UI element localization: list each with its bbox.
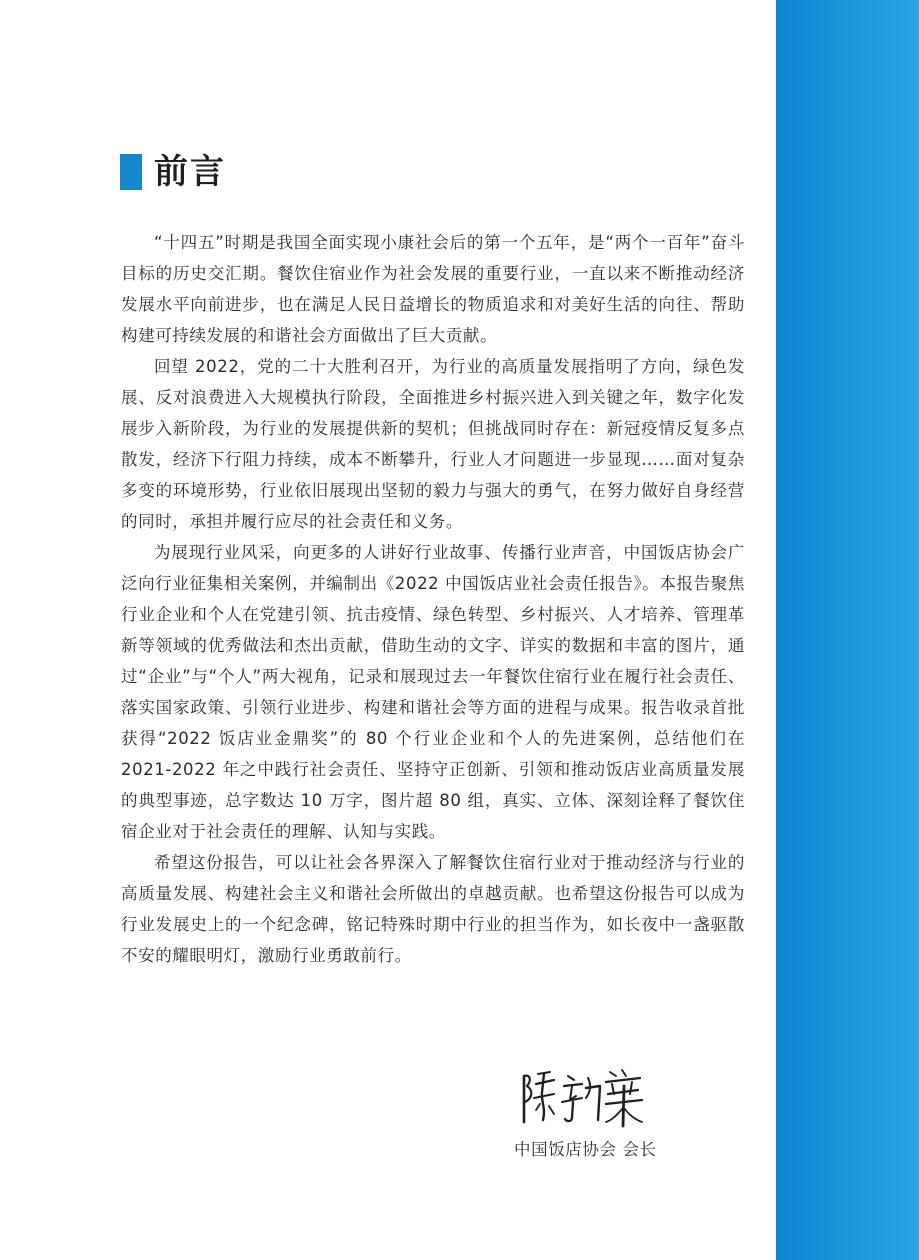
paragraph-2: 回望 2022，党的二十大胜利召开，为行业的高质量发展指明了方向，绿色发展、反对浪费进入大规模执行阶段，全面推进乡村振兴进入到关键之年，数字化发展步入新阶段，为行业的发展提供新的契机；但挑战同时存在：新冠疫情反复多点散发，经济下行阻力持续，成本不断攀升，行业人才问题进一步显现……面对复杂多变的环境形势，行业依旧展现出坚韧的毅力与强大的勇气，在努力做好自身经营的同时，承担并履行应尽的社会责任和义务。 [121, 357, 745, 531]
page-title: 前言 [154, 152, 226, 192]
section-heading [120, 152, 226, 192]
paragraph-1: “十四五”时期是我国全面实现小康社会后的第一个五年，是“两个一百年”奋斗目标的历史交汇期。餐饮住宿业作为社会发展的重要行业，一直以来不断推动经济发展水平向前进步，也在满足人民日益增长的物质追求和对美好生活的向往、帮助构建可持续发展的和谐社会方面做出了巨大贡献。 [121, 233, 745, 345]
signature-caption: 中国饭店协会 会长 [514, 1140, 657, 1159]
paragraph-4: 希望这份报告，可以让社会各界深入了解餐饮住宿行业对于推动经济与行业的高质量发展、构建社会主义和谐社会所做出的卓越贡献。也希望这份报告可以成为行业发展史上的一个纪念碑，铭记特殊时期中行业的担当作为，如长夜中一盏驱散不安的耀眼明灯，激励行业勇敢前行。 [121, 853, 745, 965]
handwritten-signature [516, 1062, 646, 1134]
heading-accent-bar [120, 154, 142, 190]
paragraph-3: 为展现行业风采，向更多的人讲好行业故事、传播行业声音，中国饭店协会广泛向行业征集相关案例，并编制出《2022 中国饭店业社会责任报告》。本报告聚焦行业企业和个人在党建引领、抗击疫情、绿色转型、乡村振兴、人才培养、管理革新等领域的优秀做法和杰出贡献，借助生动的文字、详实的数据和丰富的图片，通过“企业”与“个人”两大视角，记录和展现过去一年餐饮住宿行业在履行社会责任、落实国家政策、引领行业进步、构建和谐社会等方面的进程与成果。报告收录首批获得“2022 饭店业金鼎奖”的 80 个行业企业和个人的先进案例，总结他们在 2021-2022 年之中践行社会责任、坚持守正创新、引领和推动饭店业高质量发展的典型事迹，总字数达 10 万字，图片超 80 组，真实、立体、深刻诠释了餐饮住宿企业对于社会责任的理解、认知与实践。 [121, 543, 745, 841]
preface-body [121, 227, 745, 971]
side-color-band [776, 0, 919, 1260]
